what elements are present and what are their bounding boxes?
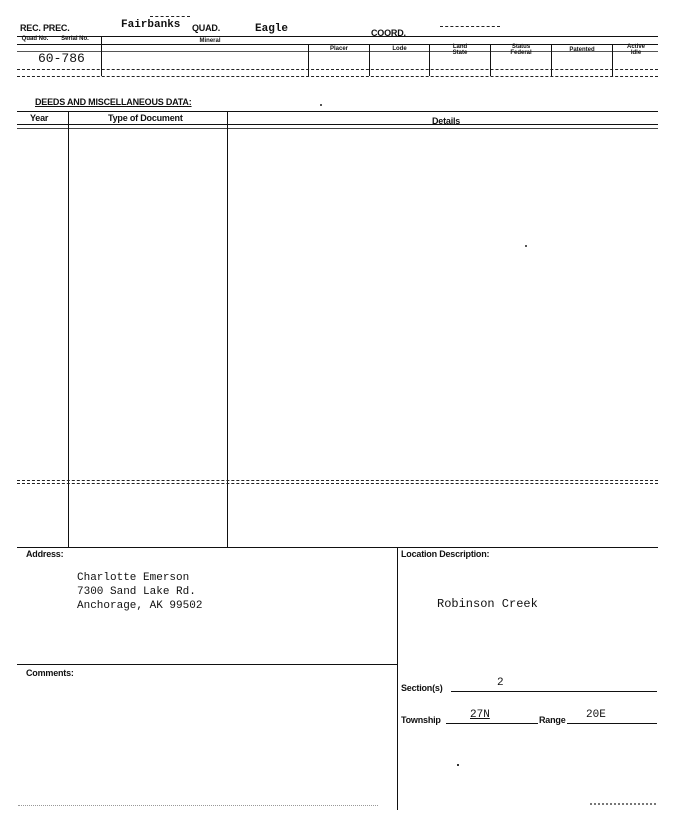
col-header-patented: Patented [569,47,595,53]
col-divider-status [490,44,491,76]
col-divider-lode [369,44,370,76]
scan-bottom-noise [18,805,378,806]
scan-speck [457,764,459,766]
col-header-land-state: Land State [452,44,468,56]
deeds-col-header-year: Year [30,113,49,123]
comments-top-border [17,664,397,665]
claims-table-bottom-border [17,69,658,70]
range-label: Range [539,715,566,725]
col-header-placer: Placer [329,46,348,52]
range-underline [567,723,657,724]
claims-table-lower-border [17,76,658,77]
deeds-col-divider-details [227,111,228,547]
address-location-divider [397,547,398,810]
col-header-status-federal: Status Federal [510,44,532,56]
col-divider-mineral [101,36,102,76]
quad-label: QUAD. [192,23,220,33]
address-line-name: Charlotte Emerson [77,572,190,584]
col-header-lode: Lode [392,46,407,52]
deeds-col-header-details: Details [432,116,461,126]
col-divider-placer [308,44,309,76]
address-line-city: Anchorage, AK 99502 [77,600,203,612]
location-description-label: Location Description: [401,549,490,559]
rec-prec-label: REC. PREC. [20,23,70,33]
col-divider-land-state [429,44,430,76]
deeds-table-top-border [17,111,658,112]
township-value: 27N [470,709,490,721]
quad-serial-value: 60-786 [38,51,85,66]
deeds-col-divider-type [68,111,69,547]
deeds-table-dashed-row-upper [17,480,658,481]
sections-underline [451,691,657,692]
col-header-quad-no: Quad No. [21,36,49,42]
col-divider-patented [551,44,552,76]
header-top-dash [150,16,190,17]
scan-speck [320,104,322,106]
header-top-dash-right [440,26,500,27]
quad-value: Eagle [255,23,289,35]
location-description-value: Robinson Creek [437,597,538,611]
col-header-serial-no: Serial No. [61,36,89,42]
rec-prec-value: Fairbanks [121,19,181,31]
col-header-mineral: Mineral [199,38,221,44]
township-underline [446,723,538,724]
scan-speck [525,245,527,247]
range-value: 20E [586,709,606,721]
township-label: Township [401,715,441,725]
comments-label: Comments: [26,668,74,678]
claims-table-top-border [17,36,658,37]
deeds-section-title: DEEDS AND MISCELLANEOUS DATA: [35,97,192,107]
deeds-table-dashed-row-lower [17,483,658,484]
deeds-table-header-divider [17,124,658,125]
col-header-active-idle: Active Idle [626,44,645,56]
sections-label: Section(s) [401,683,443,693]
address-label: Address: [26,549,64,559]
coord-label: COORD. [371,28,406,38]
col-divider-active [612,44,613,76]
claims-table-header-bottom [17,44,658,45]
deeds-col-header-type: Type of Document [108,113,183,123]
deeds-table-header-bottom [17,128,658,129]
address-block [77,571,202,613]
deeds-table-bottom-border [17,547,658,548]
sections-value: 2 [497,677,504,689]
address-line-street: 7300 Sand Lake Rd. [77,586,196,598]
scan-bottom-noise-right [590,803,656,805]
